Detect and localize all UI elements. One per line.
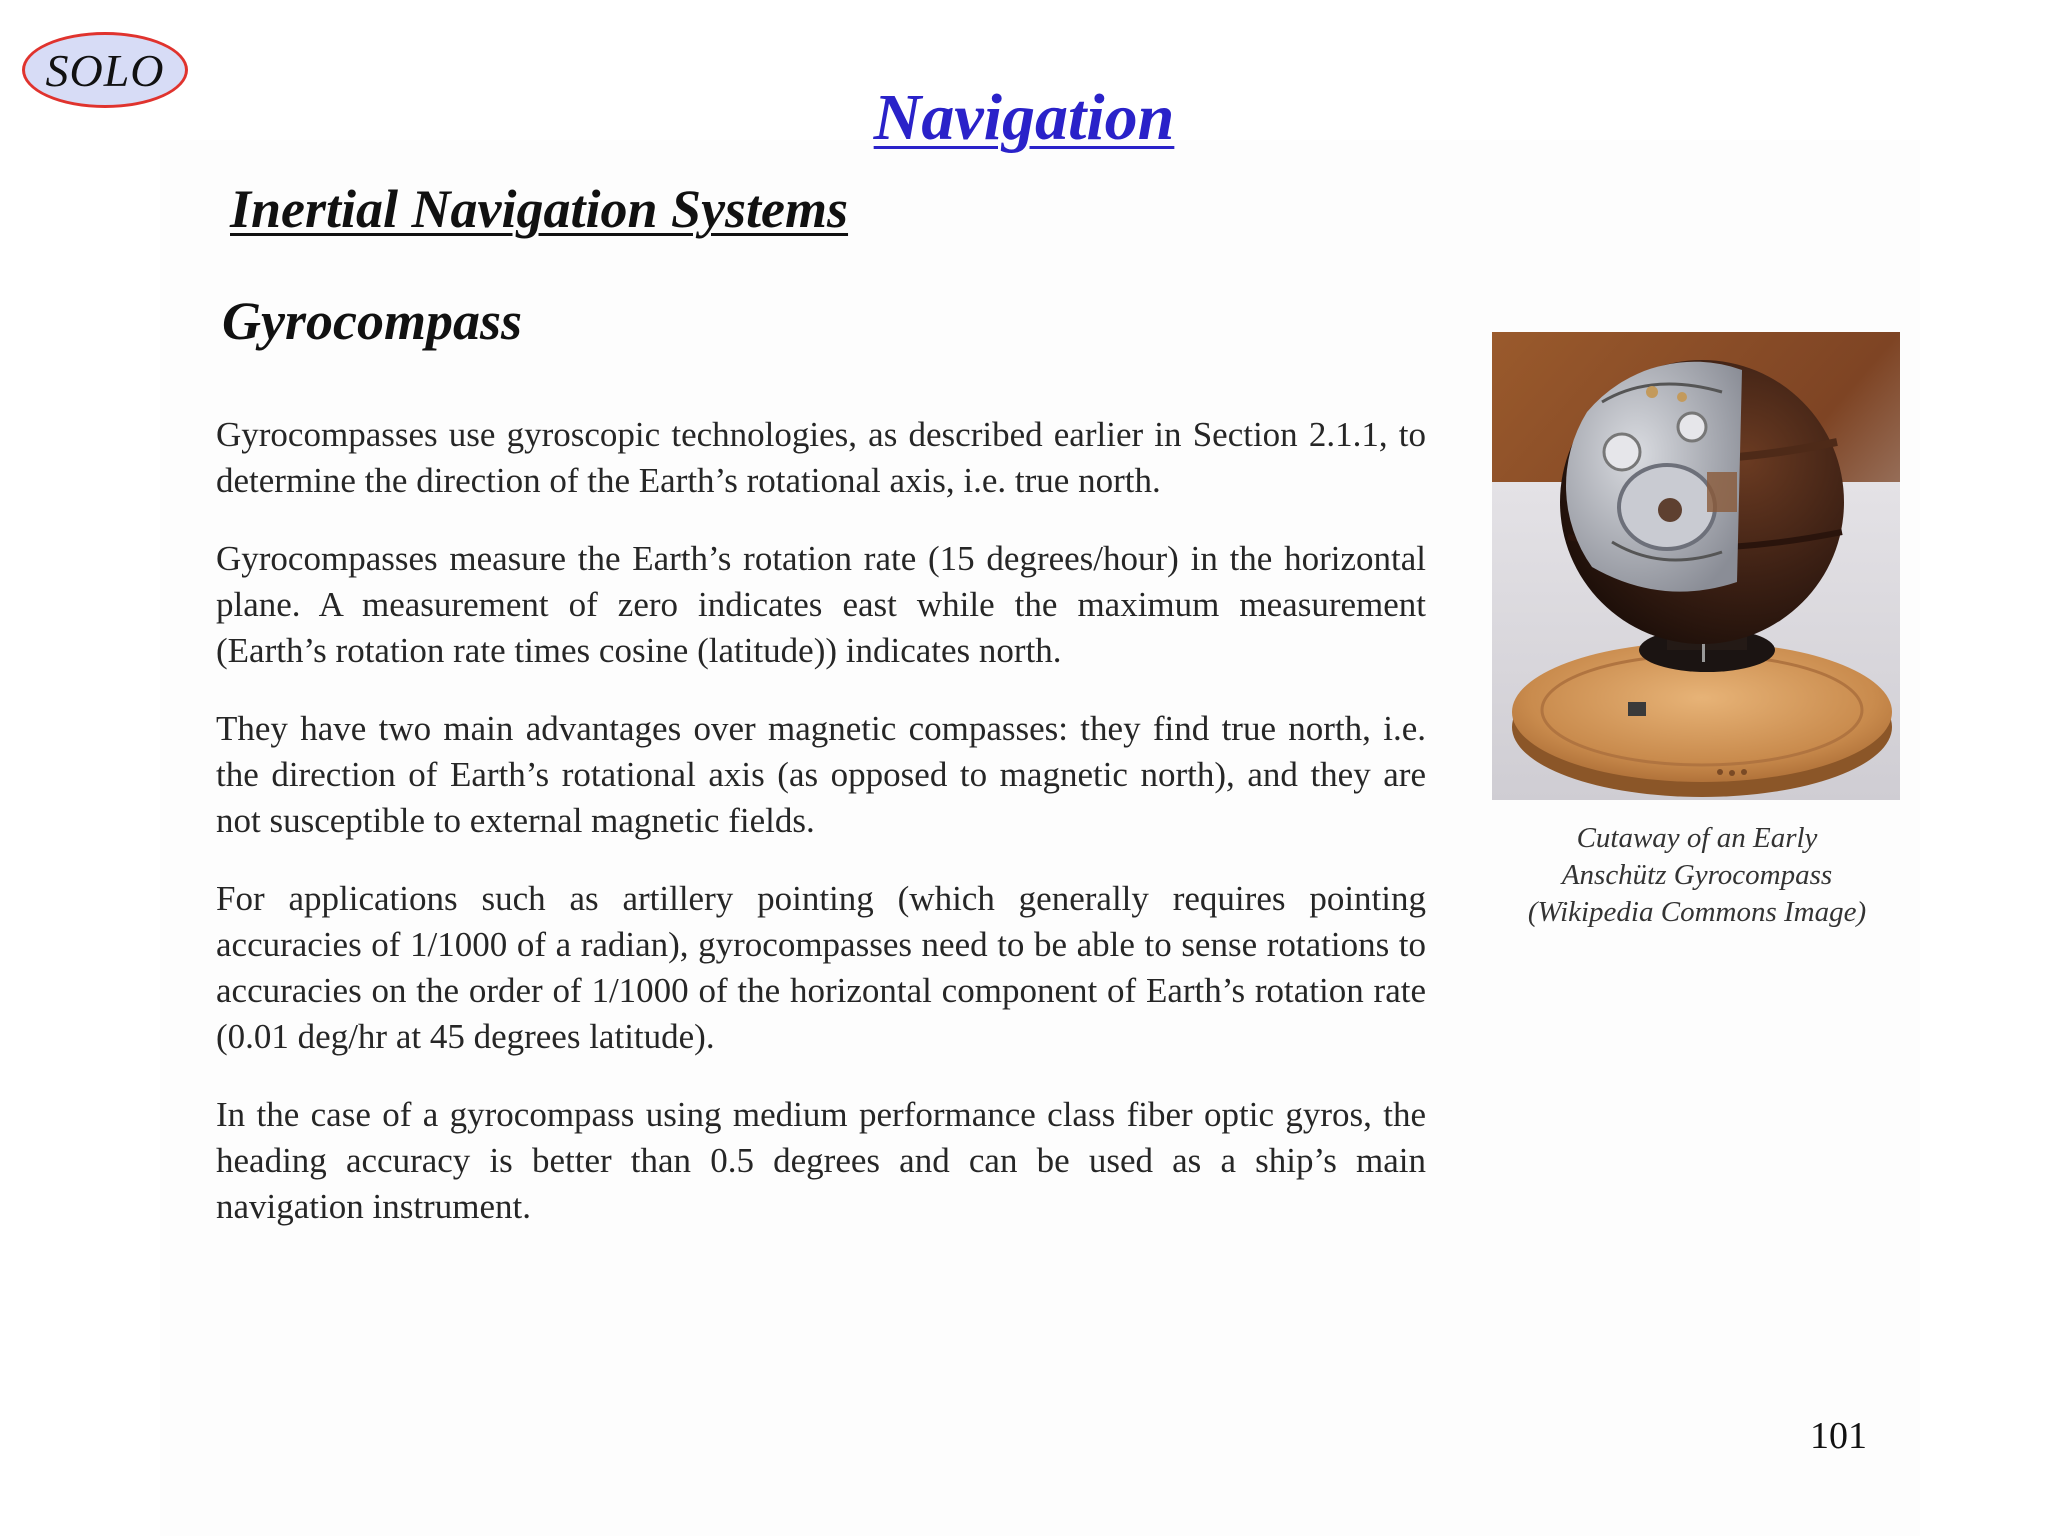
- logo-text: SOLO: [45, 44, 165, 96]
- section-heading: Gyrocompass: [222, 291, 522, 351]
- page-number: 101: [1810, 1415, 1867, 1457]
- figure-caption: [1472, 820, 1922, 931]
- gyrocompass-photo: [1492, 332, 1900, 800]
- subtitle: Inertial Navigation Systems: [230, 179, 849, 239]
- page-title: Navigation: [873, 81, 1175, 154]
- paragraph-5: In the case of a gyrocompass using medium performance class fiber optic gyros, the heading accuracy is better than 0.5 degrees and can be used as a ship’s main navigation instrument.: [216, 1095, 1426, 1226]
- gyrocompass-illustration: [1492, 332, 1900, 800]
- caption-line-2: Anschütz Gyrocompass: [1561, 859, 1833, 891]
- body-text: [216, 412, 1426, 1262]
- paragraph-3: They have two main advantages over magnetic compasses: they find true north, i.e. the direction of Earth’s rotational axis (as opposed to magnetic north), and they are not susceptible to external magnetic fields.: [216, 709, 1426, 840]
- paragraph-4: For applications such as artillery pointing (which generally requires pointing accuracies of 1/1000 of a radian), gyrocompasses need to be able to sense rotations to accuracies on the order of 1/1000 of the horizontal component of Earth’s rotation rate (0.01 deg/hr at 45 degrees latitude).: [216, 879, 1426, 1056]
- caption-line-3: (Wikipedia Commons Image): [1527, 896, 1867, 928]
- paragraph-2: Gyrocompasses measure the Earth’s rotation rate (15 degrees/hour) in the horizontal plane. A measurement of zero indicates east while the maximum measurement (Earth’s rotation rate times cosine (latitude)) indicates north.: [216, 539, 1426, 670]
- caption-line-1: Cutaway of an Early: [1576, 822, 1818, 854]
- paragraph-1: Gyrocompasses use gyroscopic technologies, as described earlier in Section 2.1.1, to determine the direction of the Earth’s rotational axis, i.e. true north.: [216, 415, 1426, 500]
